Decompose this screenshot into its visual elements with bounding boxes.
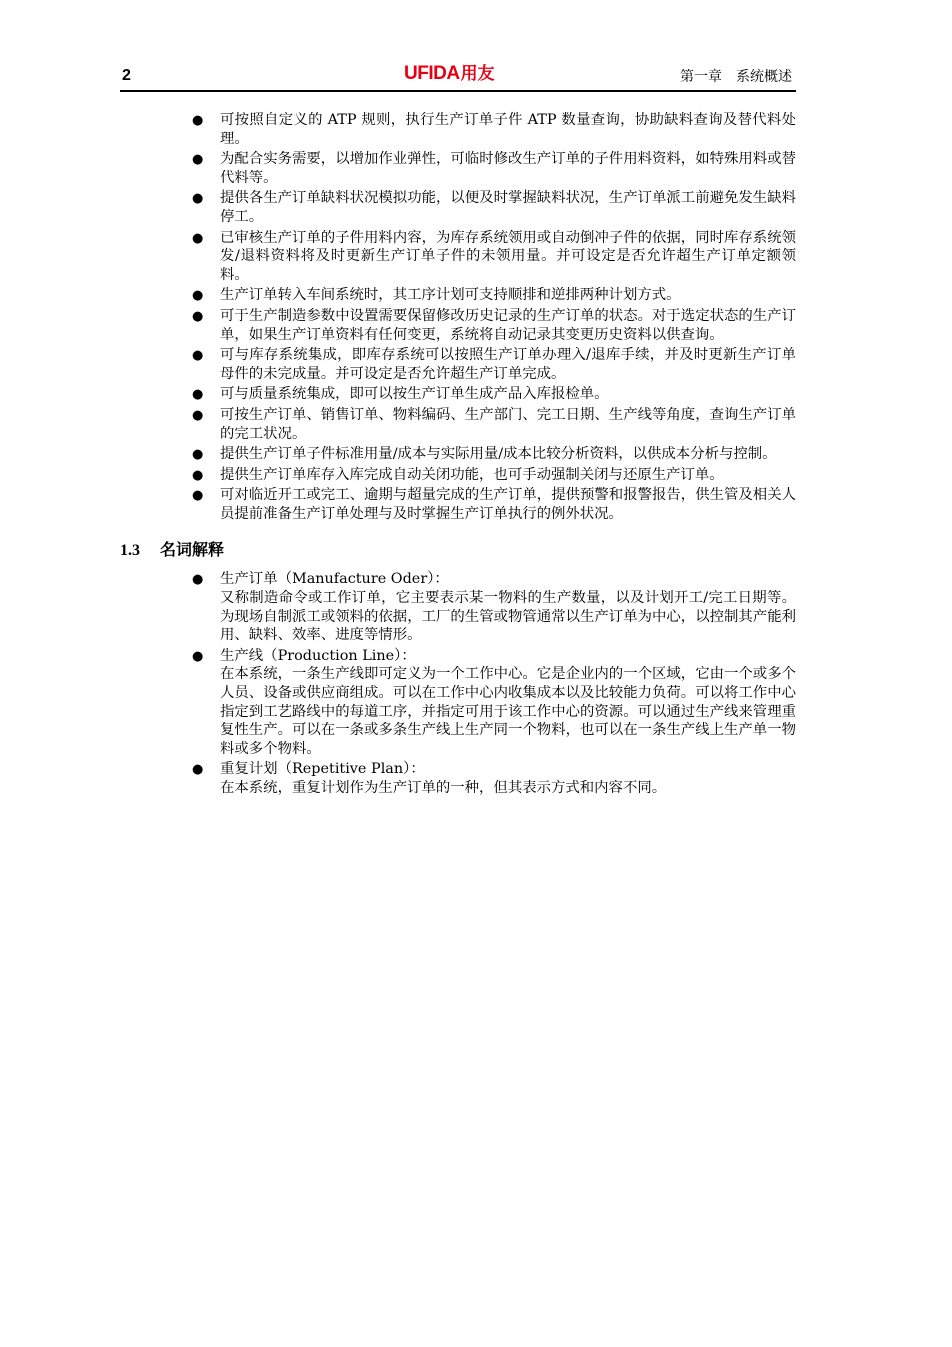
chapter-running-head: 第一章 系统概述: [680, 69, 792, 85]
ufida-logo: [404, 63, 495, 85]
bullet-icon: ●: [192, 113, 204, 128]
section-heading: [120, 538, 796, 563]
page-header: [120, 0, 796, 92]
feature-list: [120, 111, 796, 523]
document-page: [120, 0, 796, 800]
bullet-icon: ●: [192, 407, 204, 423]
feature-text: 提供生产订单库存入库完成自动关闭功能，也可手动强制关闭与还原生产订单。: [220, 466, 724, 483]
feature-item: [120, 385, 796, 404]
glossary-definition: 又称制造命令或工作订单，它主要表示某一物料的生产数量，以及计划开工/完工日期等。为现场自制派工或领料的依据，工厂的生管或物管通常以生产订单为中心，以控制其产能利用、缺料、效率、进度等情形。: [220, 590, 796, 644]
bullet-icon: ●: [192, 191, 204, 207]
feature-item: [120, 150, 796, 187]
bullet-icon: ●: [192, 572, 204, 588]
bullet-icon: ●: [192, 488, 204, 504]
feature-item: [120, 445, 796, 464]
feature-text: 已审核生产订单的子件用料内容，为库存系统领用或自动倒冲子件的依据，同时库存系统领发/退料资料将及时更新生产订单子件的未领用量。并可设定是否允许超生产订单定额领料。: [220, 229, 796, 283]
bullet-icon: ●: [192, 387, 204, 403]
section-title: 名词解释: [160, 540, 225, 560]
feature-text: 可按照自定义的 ATP 规则，执行生产订单子件 ATP 数量查询，协助缺料查询及替代料处理。: [220, 112, 796, 147]
logo-text-cjk: 用友: [460, 64, 495, 84]
section-number: 1.3: [120, 542, 140, 560]
glossary-list: [120, 570, 796, 797]
feature-item: [120, 111, 796, 148]
glossary-term: 生产线（Production Line）：: [220, 647, 416, 664]
feature-text: 提供生产订单子件标准用量/成本与实际用量/成本比较分析资料，以供成本分析与控制。: [220, 446, 777, 463]
feature-item: [120, 229, 796, 285]
glossary-item: [120, 647, 796, 759]
page-number: 2: [122, 67, 131, 84]
glossary-item: [120, 570, 796, 644]
bullet-icon: ●: [192, 308, 204, 324]
glossary-definition: 在本系统，一条生产线即可定义为一个工作中心。它是企业内的一个区域，它由一个或多个人员、设备或供应商组成。可以在工作中心内收集成本以及比较能力负荷。可以将工作中心指定到工艺路线中的每道工序，并指定可用于该工作中心的资源。可以通过生产线来管理重复性生产。可以在一条或多条生产线上生产同一个物料，也可以在一条生产线上生产单一物料或多个物料。: [220, 666, 796, 757]
feature-text: 生产订单转入车间系统时，其工序计划可支持顺排和逆排两种计划方式。: [220, 287, 681, 304]
bullet-icon: ●: [192, 447, 204, 463]
feature-item: [120, 286, 796, 305]
feature-item: [120, 307, 796, 344]
glossary-item: [120, 760, 796, 797]
glossary-term: 重复计划（Repetitive Plan）：: [220, 761, 425, 778]
glossary-term: 生产订单（Manufacture Oder）：: [220, 571, 449, 588]
feature-text: 提供各生产订单缺料状况模拟功能，以便及时掌握缺料状况，生产订单派工前避免发生缺料停工。: [220, 190, 796, 225]
bullet-icon: ●: [192, 230, 204, 246]
bullet-icon: ●: [192, 348, 204, 364]
feature-text: 可对临近开工或完工、逾期与超量完成的生产订单，提供预警和报警报告，供生管及相关人员提前准备生产订单处理与及时掌握生产订单执行的例外状况。: [220, 487, 796, 522]
feature-text: 可按生产订单、销售订单、物料编码、生产部门、完工日期、生产线等角度，查询生产订单的完工状况。: [220, 406, 796, 442]
feature-item: [120, 406, 796, 443]
bullet-icon: ●: [192, 467, 204, 483]
feature-text: 为配合实务需要，以增加作业弹性，可临时修改生产订单的子件用料资料，如特殊用料或替代料等。: [220, 151, 796, 186]
bullet-icon: ●: [192, 648, 204, 664]
bullet-icon: ●: [192, 762, 204, 778]
feature-text: 可与质量系统集成，即可以按生产订单生成产品入库报检单。: [220, 386, 609, 403]
feature-item: [120, 189, 796, 226]
bullet-icon: ●: [192, 288, 204, 304]
feature-item: [120, 466, 796, 485]
feature-text: 可于生产制造参数中设置需要保留修改历史记录的生产订单的状态。对于选定状态的生产订单，如果生产订单资料有任何变更，系统将自动记录其变更历史资料以供查询。: [220, 307, 796, 343]
bullet-icon: ●: [192, 152, 204, 168]
glossary-definition: 在本系统，重复计划作为生产订单的一种，但其表示方式和内容不同。: [220, 780, 667, 796]
feature-item: [120, 346, 796, 383]
feature-item: [120, 486, 796, 523]
feature-text: 可与库存系统集成，即库存系统可以按照生产订单办理入/退库手续，并及时更新生产订单母件的未完成量。并可设定是否允许超生产订单完成。: [220, 347, 796, 382]
logo-text-latin: UFIDA: [404, 63, 460, 84]
